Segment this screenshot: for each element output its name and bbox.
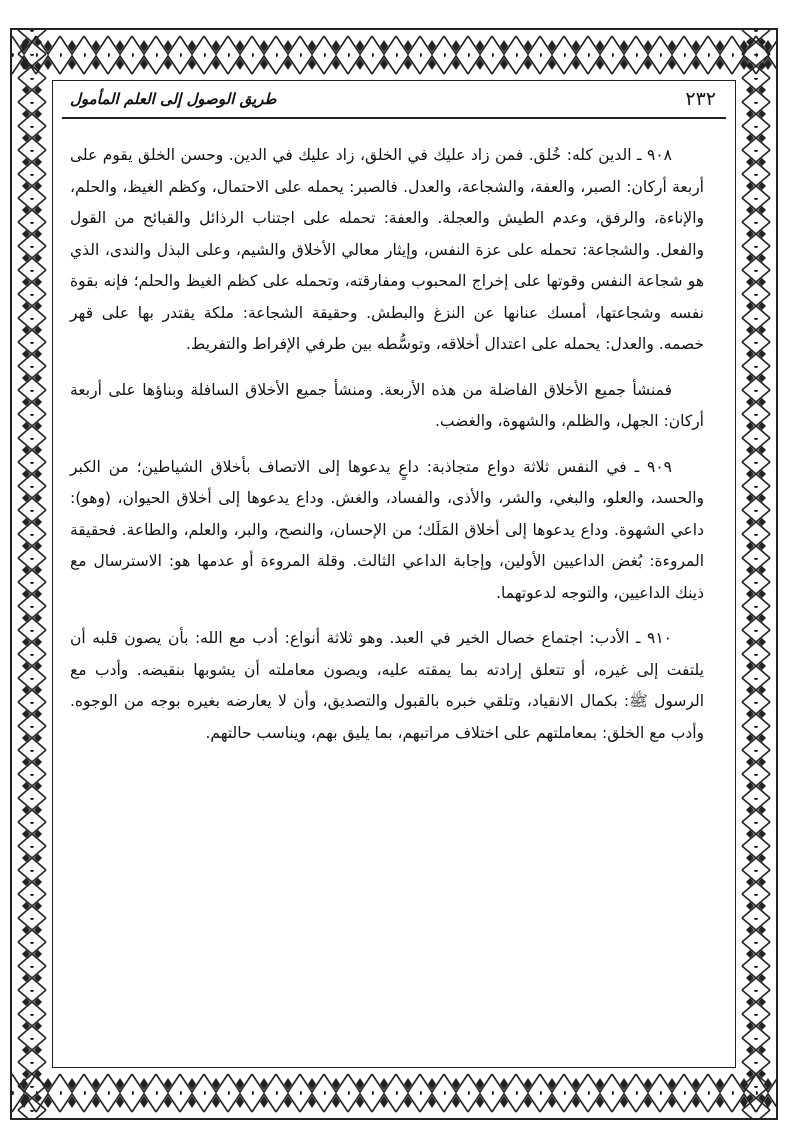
book-title: طريق الوصول إلى العلم المأمول [70, 90, 277, 108]
border-ornament-top [12, 30, 776, 80]
paragraph-908-continued: فمنشأ جميع الأخلاق الفاضلة من هذه الأربعة. ومنشأ جميع الأخلاق السافلة وبناؤها على أربعة أركان: الجهل، والظلم، والشهوة، والغضب. [70, 380, 704, 430]
border-ornament-bottom [12, 1068, 776, 1118]
page-number: ٢٣٢ [685, 88, 716, 110]
paragraph-910: ٩١٠ ـ الأدب: اجتماع خصال الخير في العبد. وهو ثلاثة أنواع: أدب مع الله: بأن يصون قلبه أن يلتفت إلى غيره، أو تتعلق إرادته بما يمقته عليه، ويصون معاملته أن يشوبها بنقيضه. وأدب مع الرسول ﷺ: بكمال الانقياد، وتلقي خبره بالقبول والتصديق، وأن لا يعارضه بغيره بوجه من الوجوه. وأدب مع الخلق: بمعاملتهم على اختلاف مراتبهم، بما يليق بهم، ويناسب حالتهم. [70, 629, 704, 742]
border-ornament-left [12, 30, 52, 1118]
border-ornament-right [736, 30, 776, 1118]
page-body [70, 140, 704, 763]
running-header [62, 86, 726, 114]
paragraph-909: ٩٠٩ ـ في النفس ثلاثة دواع متجاذبة: داعٍ يدعوها إلى الاتصاف بأخلاق الشياطين؛ من الكبر والحسد، والعلو، والبغي، والشر، والأذى، والفساد، والغش. وداع يدعوها إلى أخلاق الحيوان، (وهو): داعي الشهوة. وداع يدعوها إلى أخلاق المَلَك؛ من الإحسان، والنصح، والبر، والعلم، والطاعة. فحقيقة المروءة: بُغض الداعيين الأولين، وإجابة الداعي الثالث. وقلة المروءة أو عدمها هو: الاسترسال مع ذينك الداعيين، والتوجه لدعوتهما. [70, 457, 704, 602]
header-divider [62, 117, 726, 119]
paragraph-908: ٩٠٨ ـ الدين كله: خُلق. فمن زاد عليك في الخلق، زاد عليك في الدين. وحسن الخلق يقوم على أربعة أركان: الصبر، والعفة، والشجاعة، والعدل. فالصبر: يحمله على الاحتمال، وكظم الغيظ، والحلم، والإناءة، والرفق، وعدم الطيش والعجلة. والعفة: تحمله على اجتناب الرذائل والقبائح من القول والفعل. والشجاعة: تحمله على عزة النفس، وإيثار معالي الأخلاق والشيم، وعلى البذل والندى، الذي هو شجاعة النفس وقوتها على إخراج المحبوب ومفارقته، وتحمله على كظم الغيظ والحلم؛ فإنه بقوة نفسه وشجاعتها، أمسك عنانها عن النزغ والبطش. وحقيقة الشجاعة: ملكة يقتدر بها على قهر خصمه. والعدل: يحمله على اعتدال أخلاقه، وتوسُّطه بين طرفي الإفراط والتفريط. [70, 146, 704, 353]
